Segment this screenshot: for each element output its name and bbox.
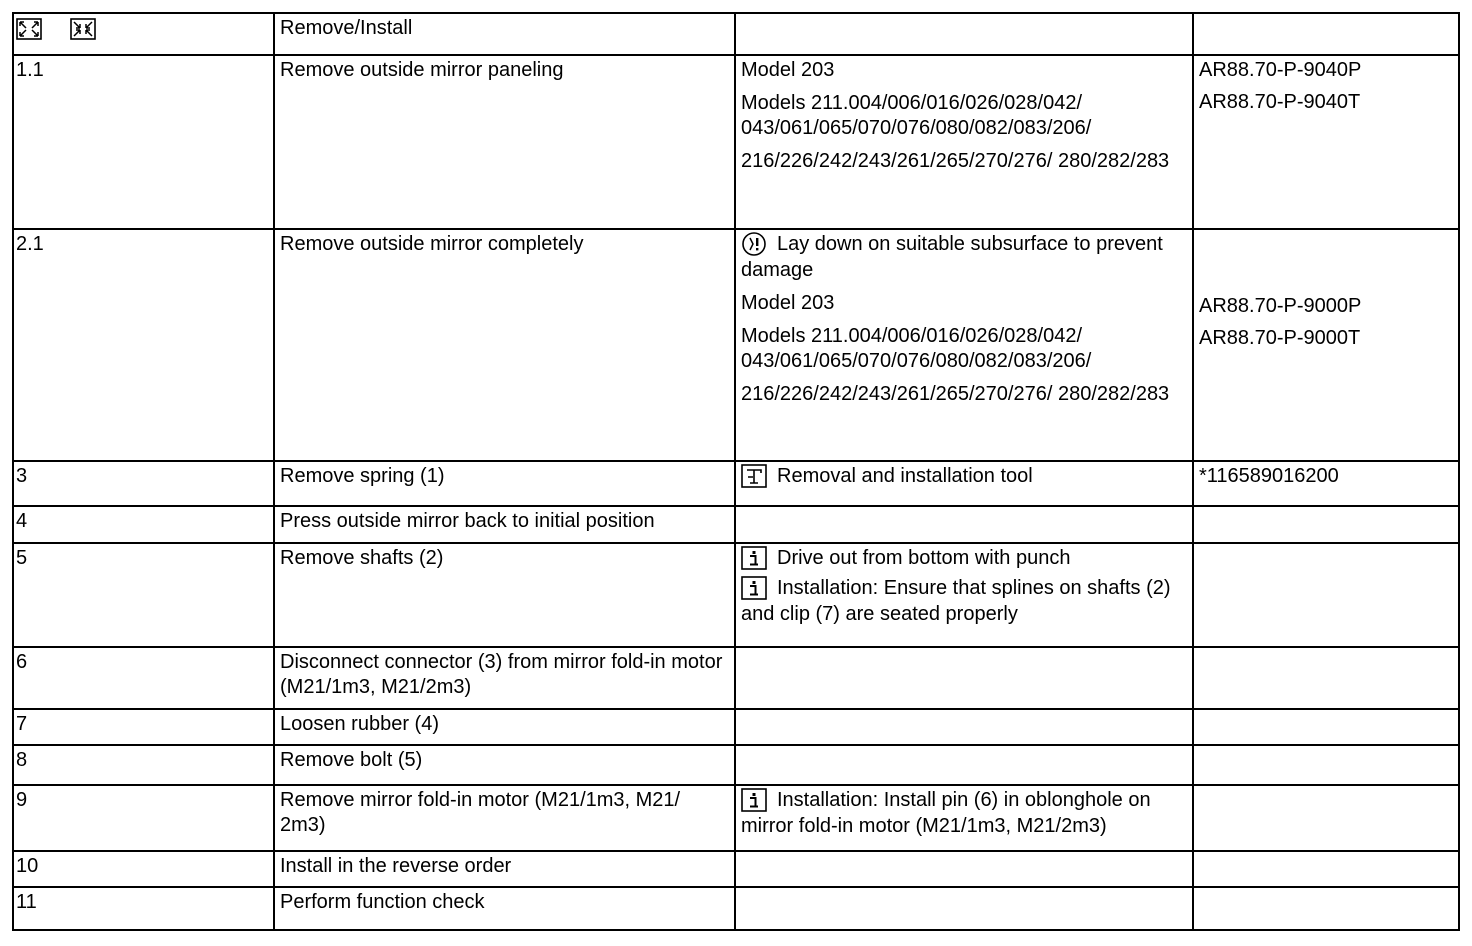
- step-references: [1193, 506, 1459, 543]
- note-line: [741, 464, 1188, 490]
- step-references: [1193, 55, 1459, 229]
- step-references: [1193, 887, 1459, 930]
- step-action: Remove spring (1): [274, 461, 735, 506]
- tool-icon: [741, 464, 769, 490]
- note-text: Models 211.004/006/016/026/028/042/ 043/061/065/070/076/080/082/083/206/: [741, 92, 1092, 139]
- info-icon: [741, 546, 769, 572]
- step-row: [13, 745, 1459, 785]
- header-row: [13, 13, 1459, 55]
- note-line: [741, 546, 1188, 572]
- step-notes: [735, 785, 1193, 851]
- step-references: [1193, 229, 1459, 461]
- note-text: Models 211.004/006/016/026/028/042/ 043/061/065/070/076/080/082/083/206/: [741, 325, 1092, 372]
- step-references: [1193, 745, 1459, 785]
- note-text: 216/226/242/243/261/265/270/276/ 280/282/283: [741, 150, 1170, 172]
- note-text: Model 203: [741, 59, 835, 81]
- step-row: [13, 647, 1459, 709]
- step-notes: [735, 55, 1193, 229]
- note-line: [741, 382, 1188, 407]
- step-notes: [735, 647, 1193, 709]
- step-notes: [735, 887, 1193, 930]
- caution-icon: [741, 232, 769, 258]
- step-number: 6: [13, 647, 274, 709]
- step-row: [13, 55, 1459, 229]
- step-row: [13, 461, 1459, 506]
- note-text: Model 203: [741, 292, 835, 314]
- note-line: [741, 91, 1188, 141]
- step-number: 5: [13, 543, 274, 647]
- step-references: [1193, 709, 1459, 745]
- reference-link[interactable]: *116589016200: [1199, 465, 1339, 487]
- step-row: [13, 543, 1459, 647]
- note-line: [741, 788, 1188, 839]
- step-number: 2.1: [13, 229, 274, 461]
- step-row: [13, 785, 1459, 851]
- step-number: 10: [13, 851, 274, 887]
- step-notes: [735, 543, 1193, 647]
- reference-link[interactable]: AR88.70-P-9000T: [1199, 327, 1361, 349]
- step-action: Remove outside mirror completely: [274, 229, 735, 461]
- header-icons-cell: [13, 13, 274, 55]
- step-notes: [735, 506, 1193, 543]
- header-empty-cell: [1193, 13, 1459, 55]
- note-text: Lay down on suitable subsurface to prevent damage: [741, 233, 1163, 281]
- step-number: 8: [13, 745, 274, 785]
- step-action: Remove mirror fold-in motor (M21/1m3, M21/ 2m3): [274, 785, 735, 851]
- note-line: [741, 149, 1188, 174]
- note-text: 216/226/242/243/261/265/270/276/ 280/282/283: [741, 383, 1170, 405]
- info-icon: [741, 788, 769, 814]
- reference-link[interactable]: AR88.70-P-9040P: [1199, 59, 1362, 81]
- step-references: [1193, 461, 1459, 506]
- step-action: Remove bolt (5): [274, 745, 735, 785]
- note-text: Removal and installation tool: [777, 465, 1033, 487]
- step-action: Perform function check: [274, 887, 735, 930]
- note-line: [741, 232, 1188, 283]
- step-number: 3: [13, 461, 274, 506]
- reference-link[interactable]: AR88.70-P-9040T: [1199, 91, 1361, 113]
- note-text: Drive out from bottom with punch: [777, 547, 1071, 569]
- step-action: Install in the reverse order: [274, 851, 735, 887]
- reference-link[interactable]: AR88.70-P-9000P: [1199, 295, 1362, 317]
- step-number: 11: [13, 887, 274, 930]
- header-title: Remove/Install: [274, 13, 735, 55]
- step-references: [1193, 785, 1459, 851]
- step-number: 7: [13, 709, 274, 745]
- step-row: [13, 709, 1459, 745]
- info-icon: [741, 576, 769, 602]
- step-row: [13, 229, 1459, 461]
- step-row: [13, 887, 1459, 930]
- collapse-icon[interactable]: [70, 18, 96, 40]
- note-line: [741, 58, 1188, 83]
- step-action: Press outside mirror back to initial position: [274, 506, 735, 543]
- step-number: 9: [13, 785, 274, 851]
- step-action: Loosen rubber (4): [274, 709, 735, 745]
- expand-icon[interactable]: [16, 18, 42, 40]
- step-action: Remove shafts (2): [274, 543, 735, 647]
- note-text: Installation: Ensure that splines on shafts (2) and clip (7) are seated properly: [741, 577, 1171, 625]
- step-action: Disconnect connector (3) from mirror fold-in motor (M21/1m3, M21/2m3): [274, 647, 735, 709]
- step-row: [13, 851, 1459, 887]
- header-empty-cell: [735, 13, 1193, 55]
- step-notes: [735, 461, 1193, 506]
- step-action: Remove outside mirror paneling: [274, 55, 735, 229]
- step-row: [13, 506, 1459, 543]
- step-number: 4: [13, 506, 274, 543]
- note-line: [741, 291, 1188, 316]
- procedure-table: [12, 12, 1460, 931]
- step-notes: [735, 851, 1193, 887]
- step-references: [1193, 647, 1459, 709]
- note-line: [741, 324, 1188, 374]
- step-notes: [735, 745, 1193, 785]
- step-references: [1193, 851, 1459, 887]
- step-number: 1.1: [13, 55, 274, 229]
- step-notes: [735, 709, 1193, 745]
- note-line: [741, 576, 1188, 627]
- note-text: Installation: Install pin (6) in oblonghole on mirror fold-in motor (M21/1m3, M21/2m3): [741, 789, 1151, 837]
- step-notes: [735, 229, 1193, 461]
- step-references: [1193, 543, 1459, 647]
